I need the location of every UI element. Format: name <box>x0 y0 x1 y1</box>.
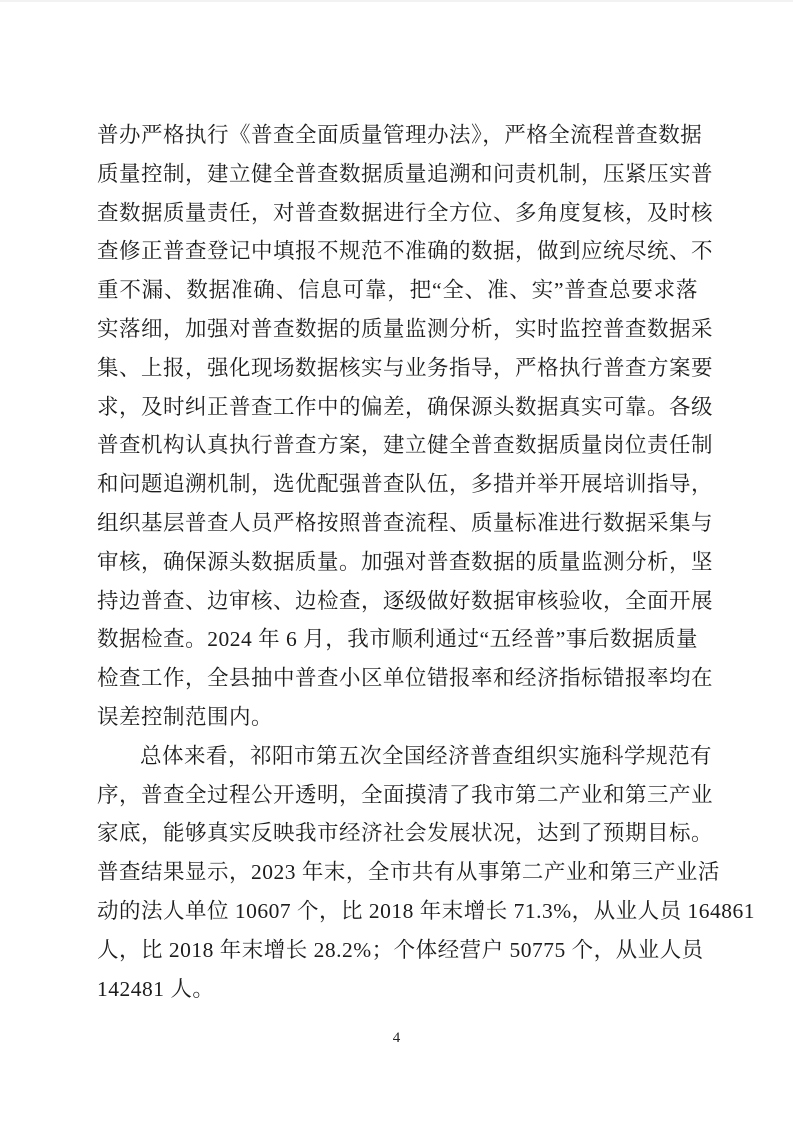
paragraph <box>97 116 714 737</box>
text-line: 审核，确保源头数据质量。加强对普查数据的质量监测分析，坚 <box>97 549 714 574</box>
text-line: 序，普查全过程公开透明，全面摸清了我市第二产业和第三产业 <box>97 782 714 807</box>
text-line: 普办严格执行《普查全面质量管理办法》，严格全流程普查数据 <box>97 123 703 147</box>
text-line: 集、上报，强化现场数据核实与业务指导，严格执行普查方案要 <box>97 355 714 380</box>
text-line: 误差控制范围内。 <box>97 704 274 729</box>
text-line: 家底，能够真实反映我市经济社会发展状况，达到了预期目标。 <box>97 821 714 846</box>
text-line: 组织基层普查人员严格按照普查流程、质量标准进行数据采集与 <box>97 510 714 535</box>
text-line: 142481 人。 <box>97 976 215 1001</box>
text-line: 总体来看，祁阳市第五次全国经济普查组织实施科学规范有 <box>140 743 713 768</box>
text-line: 质量控制，建立健全普查数据质量追溯和问责机制，压紧压实普 <box>97 161 714 186</box>
text-line: 持边普查、边审核、边检查，逐级做好数据审核验收，全面开展 <box>97 588 714 613</box>
page-number: 4 <box>392 1030 401 1046</box>
text-block <box>97 116 756 1008</box>
text-line: 查数据质量责任，对普查数据进行全方位、多角度复核，及时核 <box>97 200 714 225</box>
text-line: 重不漏、数据准确、信息可靠，把“全、准、实”普查总要求落 <box>97 278 698 303</box>
text-line: 检查工作，全县抽中普查小区单位错报率和经济指标错报率均在 <box>97 666 714 691</box>
text-line: 人，比 2018 年末增长 28.2%；个体经营户 50775 个，从业人员 <box>97 937 704 962</box>
text-line: 普查结果显示，2023 年末，全市共有从事第二产业和第三产业活 <box>97 860 720 885</box>
text-line: 查修正普查登记中填报不规范不准确的数据，做到应统尽统、不 <box>97 239 714 264</box>
text-line: 实落细，加强对普查数据的质量监测分析，实时监控普查数据采 <box>97 316 714 341</box>
text-line: 数据检查。2024 年 6 月，我市顺利通过“五经普”事后数据质量 <box>97 627 698 652</box>
text-line: 求，及时纠正普查工作中的偏差，确保源头数据真实可靠。各级 <box>97 394 714 419</box>
text-line: 普查机构认真执行普查方案，建立健全普查数据质量岗位责任制 <box>97 433 714 458</box>
text-line: 和问题追溯机制，选优配强普查队伍，多措并举开展培训指导， <box>97 472 714 497</box>
text-line: 动的法人单位 10607 个，比 2018 年末增长 71.3%，从业人员 164861 <box>97 898 756 923</box>
paragraph <box>97 737 756 1009</box>
